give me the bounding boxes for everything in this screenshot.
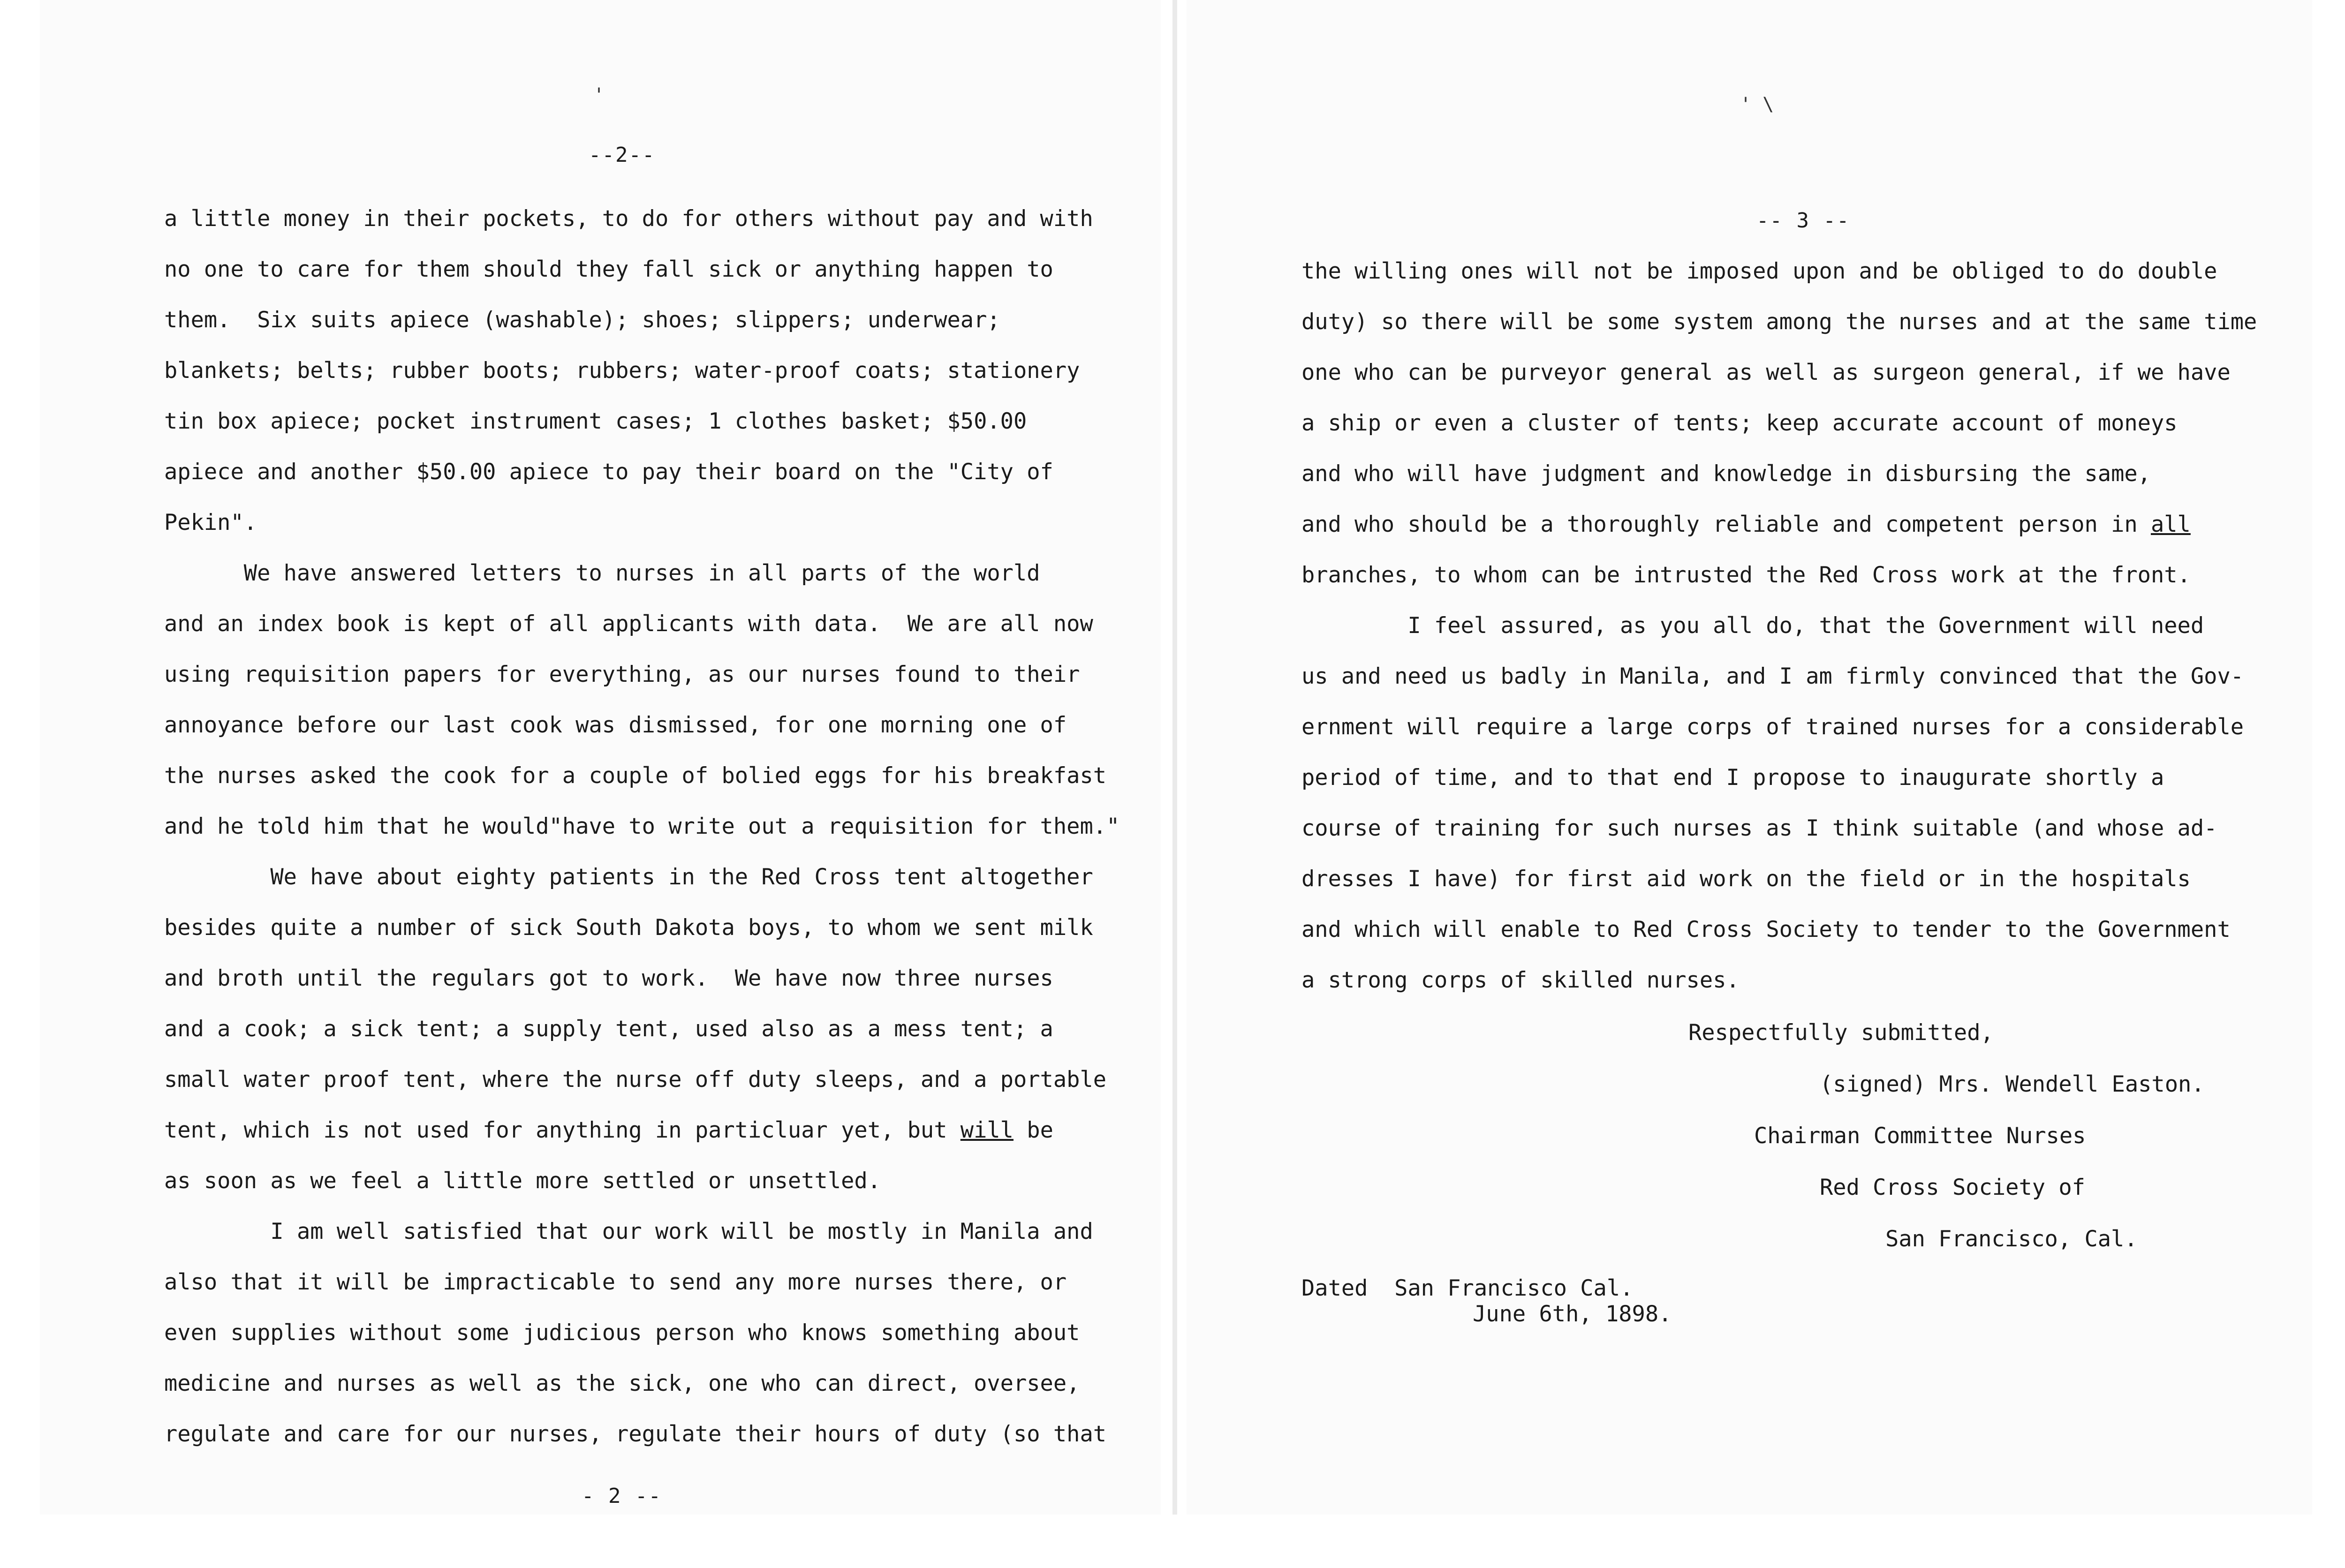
underlined-word: all bbox=[2150, 512, 2191, 537]
text-line: a strong corps of skilled nurses. bbox=[1301, 967, 1740, 993]
text-line: a ship or even a cluster of tents; keep accurate account of moneys bbox=[1301, 410, 2178, 436]
text-line: annoyance before our last cook was dismissed, for one morning one of bbox=[164, 712, 1067, 738]
text-line: apiece and another $50.00 apiece to pay their board on the "City of bbox=[164, 459, 1053, 485]
text-line: the willing ones will not be imposed upon and be obliged to do double bbox=[1301, 258, 2217, 284]
text-line: period of time, and to that end I propose to inaugurate shortly a bbox=[1301, 765, 2164, 791]
text-line: medicine and nurses as well as the sick, one who can direct, oversee, bbox=[164, 1371, 1080, 1396]
text-line: Pekin". bbox=[164, 510, 257, 535]
text-line: I am well satisfied that our work will be mostly in Manila and bbox=[164, 1219, 1093, 1244]
text-line: using requisition papers for everything, as our nurses found to their bbox=[164, 662, 1080, 687]
text-line: and an index book is kept of all applicants with data. We are all now bbox=[164, 611, 1093, 637]
page-number-header-right: -- 3 -- bbox=[1756, 209, 1850, 233]
text-line bbox=[1301, 499, 2257, 550]
left-page-body bbox=[164, 194, 1120, 1460]
text-line: the nurses asked the cook for a couple of bolied eggs for his breakfast bbox=[164, 763, 1107, 789]
text-segment: be bbox=[1013, 1117, 1053, 1143]
text-line: and broth until the regulars got to work. We have now three nurses bbox=[164, 965, 1053, 991]
text-line: ernment will require a large corps of trained nurses for a considerable bbox=[1301, 714, 2244, 740]
closing-line: Respectfully submitted, bbox=[1688, 1020, 1994, 1046]
signature-line: (signed) Mrs. Wendell Easton. bbox=[1820, 1071, 2205, 1097]
signer-organization: Red Cross Society of bbox=[1820, 1175, 2085, 1200]
dated-date: June 6th, 1898. bbox=[1473, 1301, 1672, 1327]
text-line: us and need us badly in Manila, and I am firmly convinced that the Gov- bbox=[1301, 663, 2244, 689]
text-line: branches, to whom can be intrusted the Red Cross work at the front. bbox=[1301, 562, 2191, 588]
text-line: and a cook; a sick tent; a supply tent, used also as a mess tent; a bbox=[164, 1016, 1053, 1042]
text-line: regulate and care for our nurses, regulate their hours of duty (so that bbox=[164, 1421, 1107, 1447]
text-line: course of training for such nurses as I think suitable (and whose ad- bbox=[1301, 815, 2217, 841]
text-line: tin box apiece; pocket instrument cases; 1 clothes basket; $50.00 bbox=[164, 408, 1027, 434]
text-line: no one to care for them should they fall sick or anything happen to bbox=[164, 256, 1053, 282]
underlined-word: will bbox=[960, 1117, 1014, 1143]
text-line: blankets; belts; rubber boots; rubbers; water-proof coats; stationery bbox=[164, 358, 1080, 384]
ink-speck: ' bbox=[593, 84, 605, 106]
signer-location: San Francisco, Cal. bbox=[1885, 1226, 2138, 1252]
page-gutter bbox=[1172, 0, 1177, 1515]
text-line: them. Six suits apiece (washable); shoes; slippers; underwear; bbox=[164, 307, 1000, 333]
text-line: I feel assured, as you all do, that the Government will need bbox=[1301, 613, 2204, 639]
text-line: one who can be purveyor general as well as surgeon general, if we have bbox=[1301, 360, 2231, 385]
text-line: also that it will be impracticable to send any more nurses there, or bbox=[164, 1269, 1067, 1295]
ink-speck: ' \ bbox=[1740, 94, 1774, 115]
text-line: and who will have judgment and knowledge in disbursing the same, bbox=[1301, 461, 2151, 487]
text-segment: tent, which is not used for anything in particluar yet, but bbox=[164, 1117, 961, 1143]
text-line: dresses I have) for first aid work on the field or in the hospitals bbox=[1301, 866, 2191, 892]
text-line: besides quite a number of sick South Dakota boys, to whom we sent milk bbox=[164, 915, 1093, 941]
text-line: We have about eighty patients in the Red Cross tent altogether bbox=[164, 864, 1093, 890]
text-line: and he told him that he would"have to write out a requisition for them." bbox=[164, 814, 1120, 839]
dated-line: Dated San Francisco Cal. bbox=[1301, 1275, 1634, 1301]
right-page-body bbox=[1301, 246, 2257, 1006]
text-line: We have answered letters to nurses in all parts of the world bbox=[164, 560, 1040, 586]
text-line: small water proof tent, where the nurse off duty sleeps, and a portable bbox=[164, 1067, 1107, 1093]
signer-title: Chairman Committee Nurses bbox=[1754, 1123, 2086, 1149]
page-number-header-left: --2-- bbox=[589, 143, 656, 167]
text-line: a little money in their pockets, to do for others without pay and with bbox=[164, 206, 1093, 232]
text-line: duty) so there will be some system among the nurses and at the same time bbox=[1301, 309, 2257, 335]
text-line: even supplies without some judicious person who knows something about bbox=[164, 1320, 1080, 1346]
text-line: and which will enable to Red Cross Society to tender to the Government bbox=[1301, 917, 2231, 942]
text-line: as soon as we feel a little more settled or unsettled. bbox=[164, 1168, 881, 1194]
page-number-footer-left: - 2 -- bbox=[582, 1484, 662, 1508]
text-line bbox=[164, 1105, 1120, 1156]
text-segment: and who should be a thoroughly reliable and competent person in bbox=[1301, 512, 2151, 537]
